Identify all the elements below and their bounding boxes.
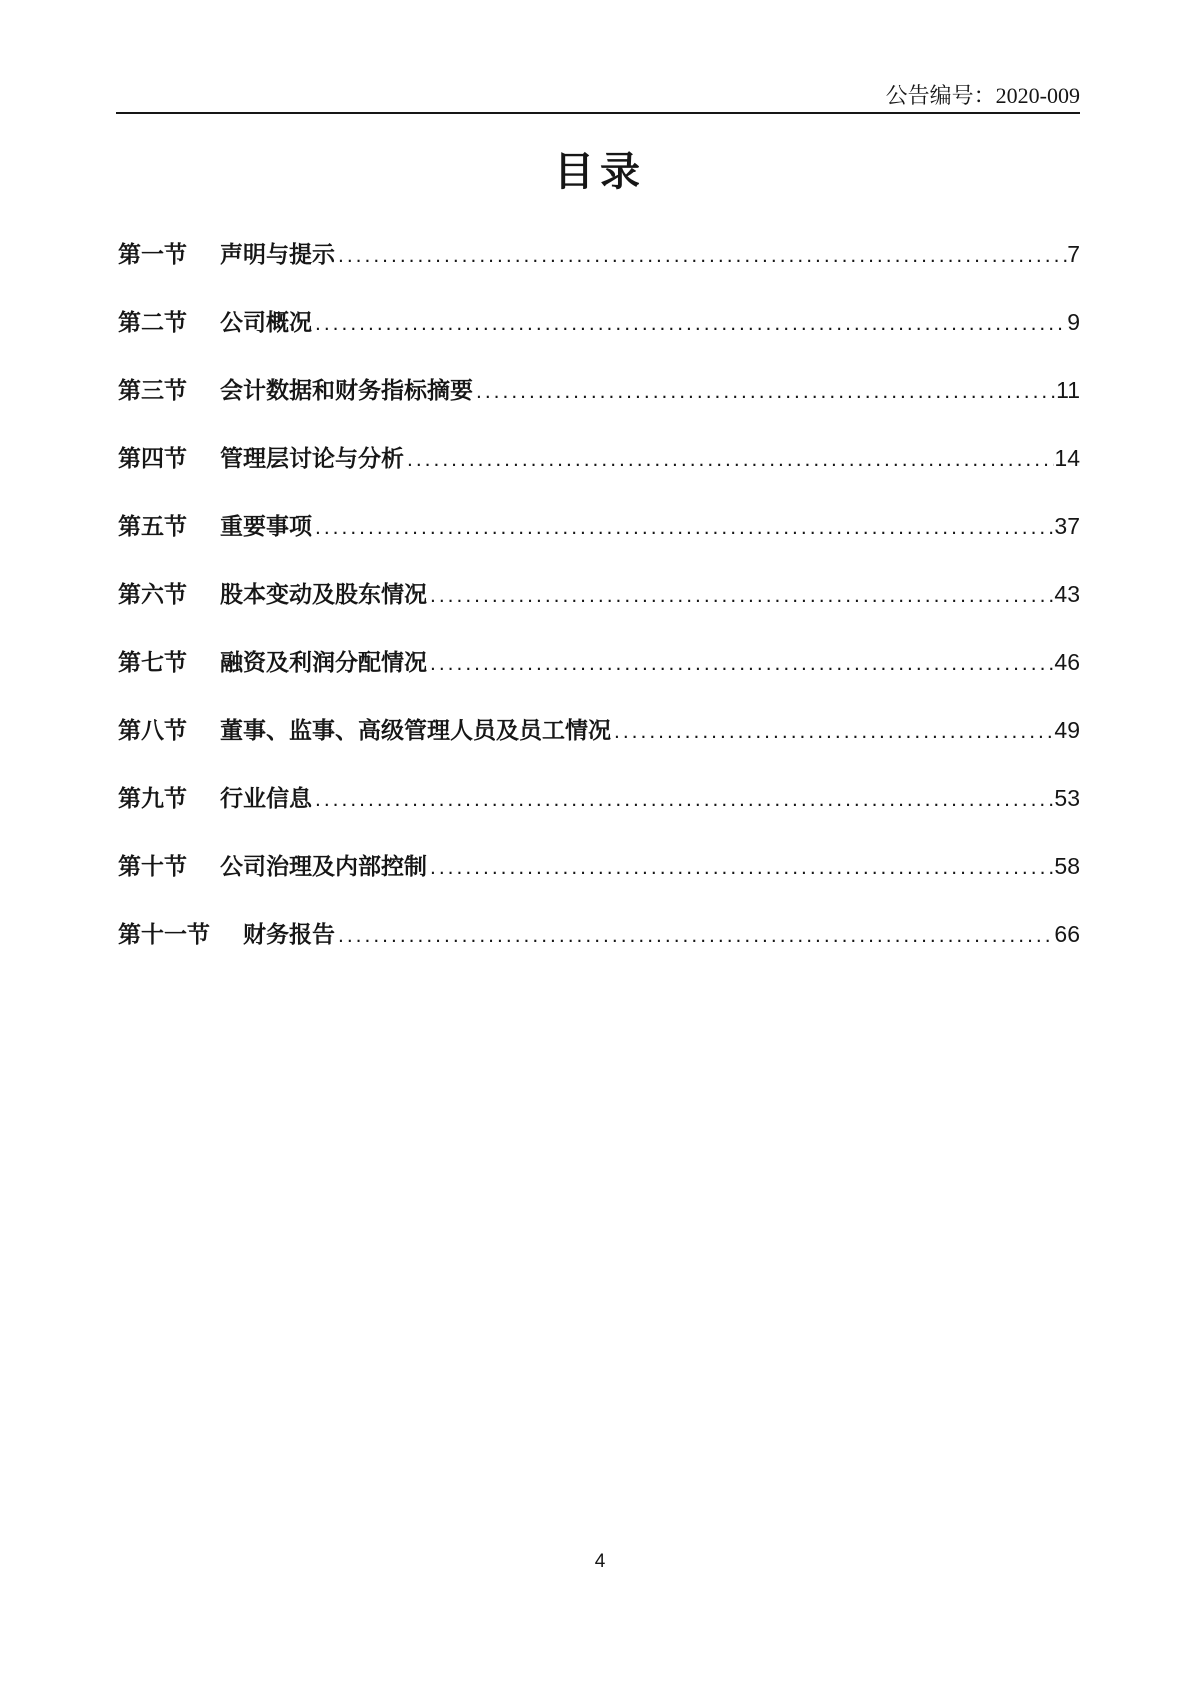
toc-page-title: 目录: [554, 150, 646, 194]
toc-leader-dots: [315, 786, 1054, 814]
toc-entry-section-label: 第九节: [118, 785, 187, 811]
toc-entry[interactable]: [118, 308, 1080, 336]
toc-leader-dots: [315, 310, 1067, 338]
toc-entry-page-number: 58: [1054, 853, 1080, 879]
toc-leader-dots: [476, 378, 1056, 406]
toc-entry[interactable]: [118, 784, 1080, 812]
toc-entry-page-number: 66: [1054, 921, 1080, 947]
announcement-number: 公告编号：2020-009: [885, 83, 1080, 108]
toc-leader-dots: [430, 582, 1054, 610]
toc-entry-section-label: 第七节: [118, 649, 187, 675]
toc-entry-page-number: 49: [1054, 717, 1080, 743]
toc-entry-section-label: 第四节: [118, 445, 187, 471]
toc-entry-page-number: 37: [1054, 513, 1080, 539]
toc-entry-title: 融资及利润分配情况: [220, 649, 427, 675]
toc-list: [118, 240, 1080, 988]
toc-entry-section-label: 第三节: [118, 377, 187, 403]
toc-entry-title: 股本变动及股东情况: [220, 581, 427, 607]
toc-entry-page-number: 14: [1054, 445, 1080, 471]
toc-entry-page-number: 43: [1054, 581, 1080, 607]
toc-leader-dots: [407, 446, 1054, 474]
page-header: [116, 82, 1080, 114]
toc-entry[interactable]: [118, 920, 1080, 948]
toc-entry-page-number: 9: [1067, 309, 1080, 335]
toc-entry[interactable]: [118, 716, 1080, 744]
toc-entry-section-label: 第五节: [118, 513, 187, 539]
toc-entry-title: 公司治理及内部控制: [220, 853, 427, 879]
toc-entry[interactable]: [118, 512, 1080, 540]
toc-entry-section-label: 第十一节: [118, 921, 210, 947]
toc-entry-title: 管理层讨论与分析: [220, 445, 404, 471]
toc-entry-section-label: 第十节: [118, 853, 187, 879]
toc-entry-section-label: 第八节: [118, 717, 187, 743]
toc-entry-section-label: 第二节: [118, 309, 187, 335]
toc-entry-page-number: 46: [1054, 649, 1080, 675]
toc-entry-title: 声明与提示: [220, 241, 335, 267]
toc-leader-dots: [338, 922, 1054, 950]
toc-entry-title: 财务报告: [243, 921, 335, 947]
toc-entry[interactable]: [118, 852, 1080, 880]
toc-entry-section-label: 第六节: [118, 581, 187, 607]
toc-entry-title: 行业信息: [220, 785, 312, 811]
toc-leader-dots: [315, 514, 1054, 542]
toc-leader-dots: [614, 718, 1054, 746]
page-number: 4: [594, 1551, 606, 1572]
toc-leader-dots: [430, 650, 1054, 678]
toc-entry-page-number: 11: [1056, 377, 1080, 403]
toc-entry[interactable]: [118, 580, 1080, 608]
toc-entry[interactable]: [118, 648, 1080, 676]
toc-entry-title: 董事、监事、高级管理人员及员工情况: [220, 717, 611, 743]
toc-entry-title: 会计数据和财务指标摘要: [220, 377, 473, 403]
toc-leader-dots: [338, 242, 1067, 270]
toc-entry-page-number: 53: [1054, 785, 1080, 811]
toc-entry[interactable]: [118, 444, 1080, 472]
toc-leader-dots: [430, 854, 1054, 882]
toc-entry[interactable]: [118, 376, 1080, 404]
page-footer: [0, 1550, 1200, 1574]
toc-entry-page-number: 7: [1067, 241, 1080, 267]
toc-entry[interactable]: [118, 240, 1080, 268]
toc-entry-title: 公司概况: [220, 309, 312, 335]
toc-entry-title: 重要事项: [220, 513, 312, 539]
toc-entry-section-label: 第一节: [118, 241, 187, 267]
